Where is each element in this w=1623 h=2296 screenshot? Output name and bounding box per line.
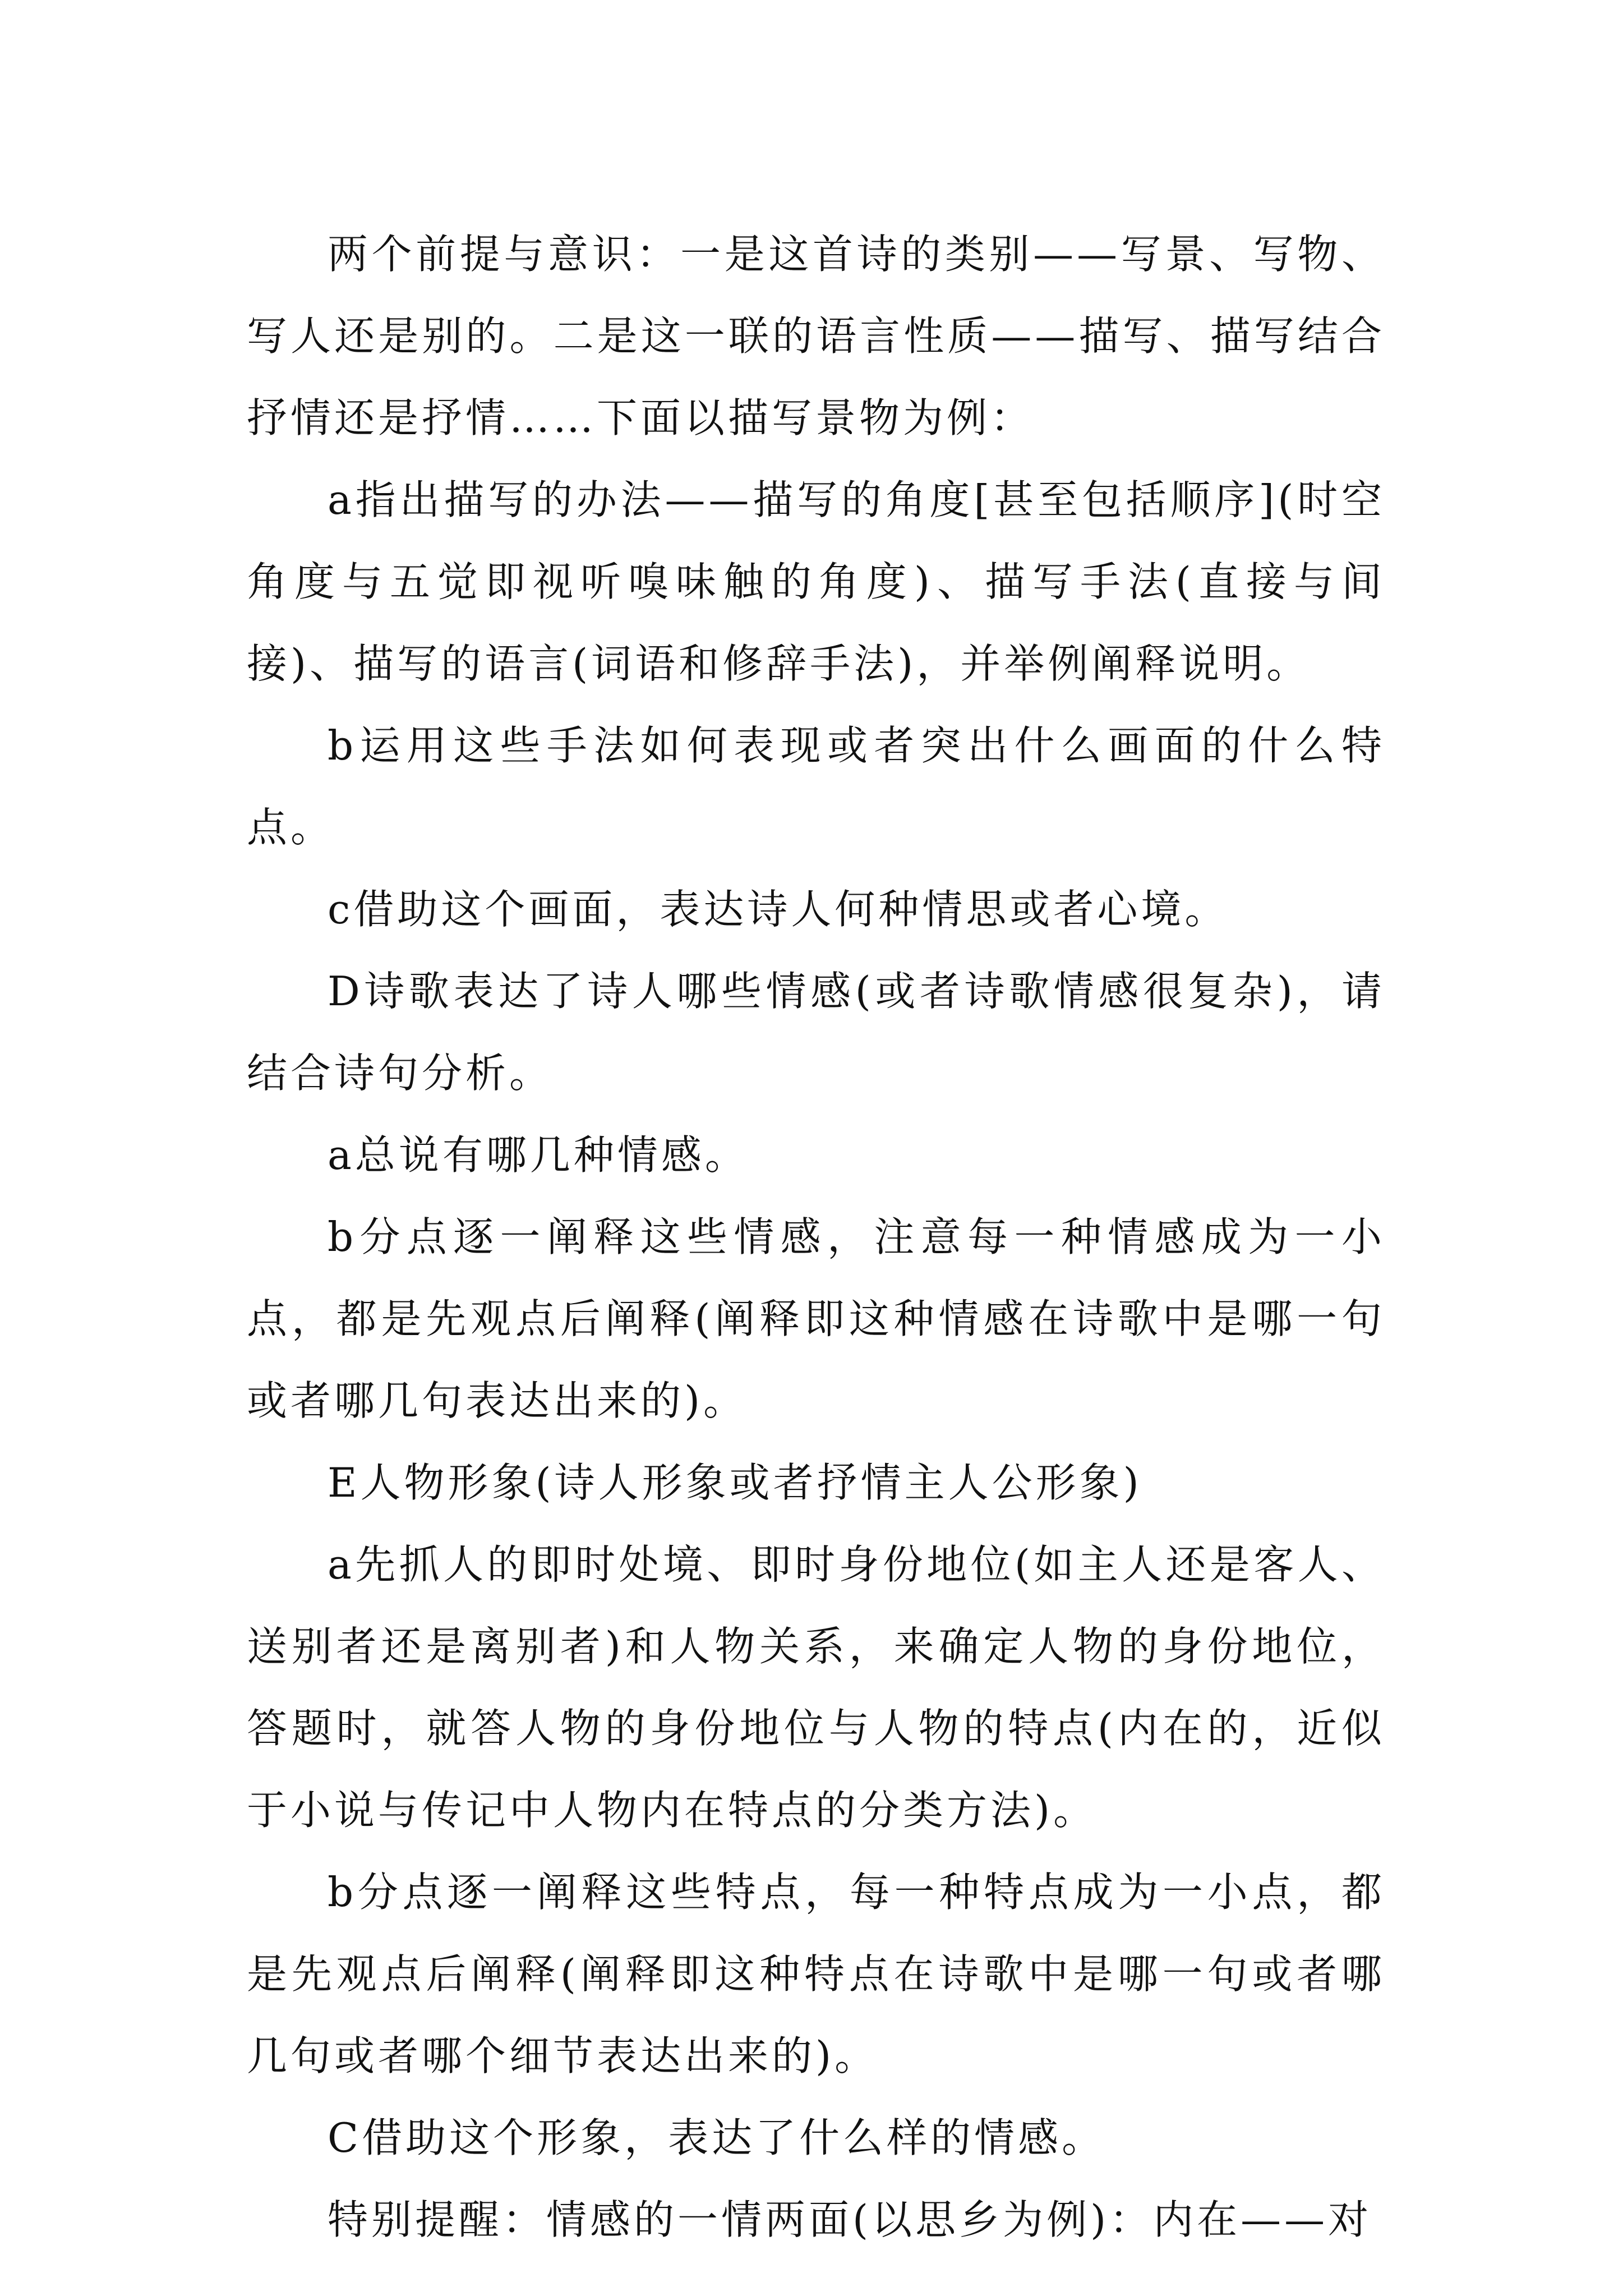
paragraph: a先抓人的即时处境、即时身份地位(如主人还是客人、送别者还是离别者)和人物关系，来确定人物的身份地位，答题时，就答人物的身份地位与人物的特点(内在的，近似于小说与传记中人物内在特点的分类方法)。 (247, 1541, 1385, 1834)
paragraph: D诗歌表达了诗人哪些情感(或者诗歌情感很复杂)，请结合诗句分析。 (247, 968, 1385, 1097)
paragraph: b运用这些手法如何表现或者突出什么画面的什么特点。 (247, 722, 1385, 851)
paragraph: 两个前提与意识：一是这首诗的类别——写景、写物、写人还是别的。二是这一联的语言性质——描写、描写结合抒情还是抒情……下面以描写景物为例： (247, 231, 1385, 441)
paragraph: E人物形象(诗人形象或者抒情主人公形象) (328, 1459, 1142, 1506)
paragraph: b分点逐一阐释这些特点，每一种特点成为一小点，都是先观点后阐释(阐释即这种特点在诗歌中是哪一句或者哪几句或者哪个细节表达出来的)。 (247, 1869, 1385, 2079)
paragraph: 特别提醒：情感的一情两面(以思乡为例)：内在——对 (328, 2196, 1372, 2243)
paragraph: C借助这个形象，表达了什么样的情感。 (328, 2114, 1106, 2161)
paragraph: a指出描写的办法——描写的角度[甚至包括顺序](时空角度与五觉即视听嗅味触的角度)、描写手法(直接与间接)、描写的语言(词语和修辞手法)，并举例阐释说明。 (247, 476, 1385, 687)
document-body (247, 213, 1385, 2261)
paragraph: b分点逐一阐释这些情感，注意每一种情感成为一小点，都是先观点后阐释(阐释即这种情感在诗歌中是哪一句或者哪几句表达出来的)。 (247, 1213, 1385, 1424)
paragraph: c借助这个画面，表达诗人何种情思或者心境。 (328, 886, 1229, 933)
paragraph: a总说有哪几种情感。 (328, 1131, 749, 1179)
